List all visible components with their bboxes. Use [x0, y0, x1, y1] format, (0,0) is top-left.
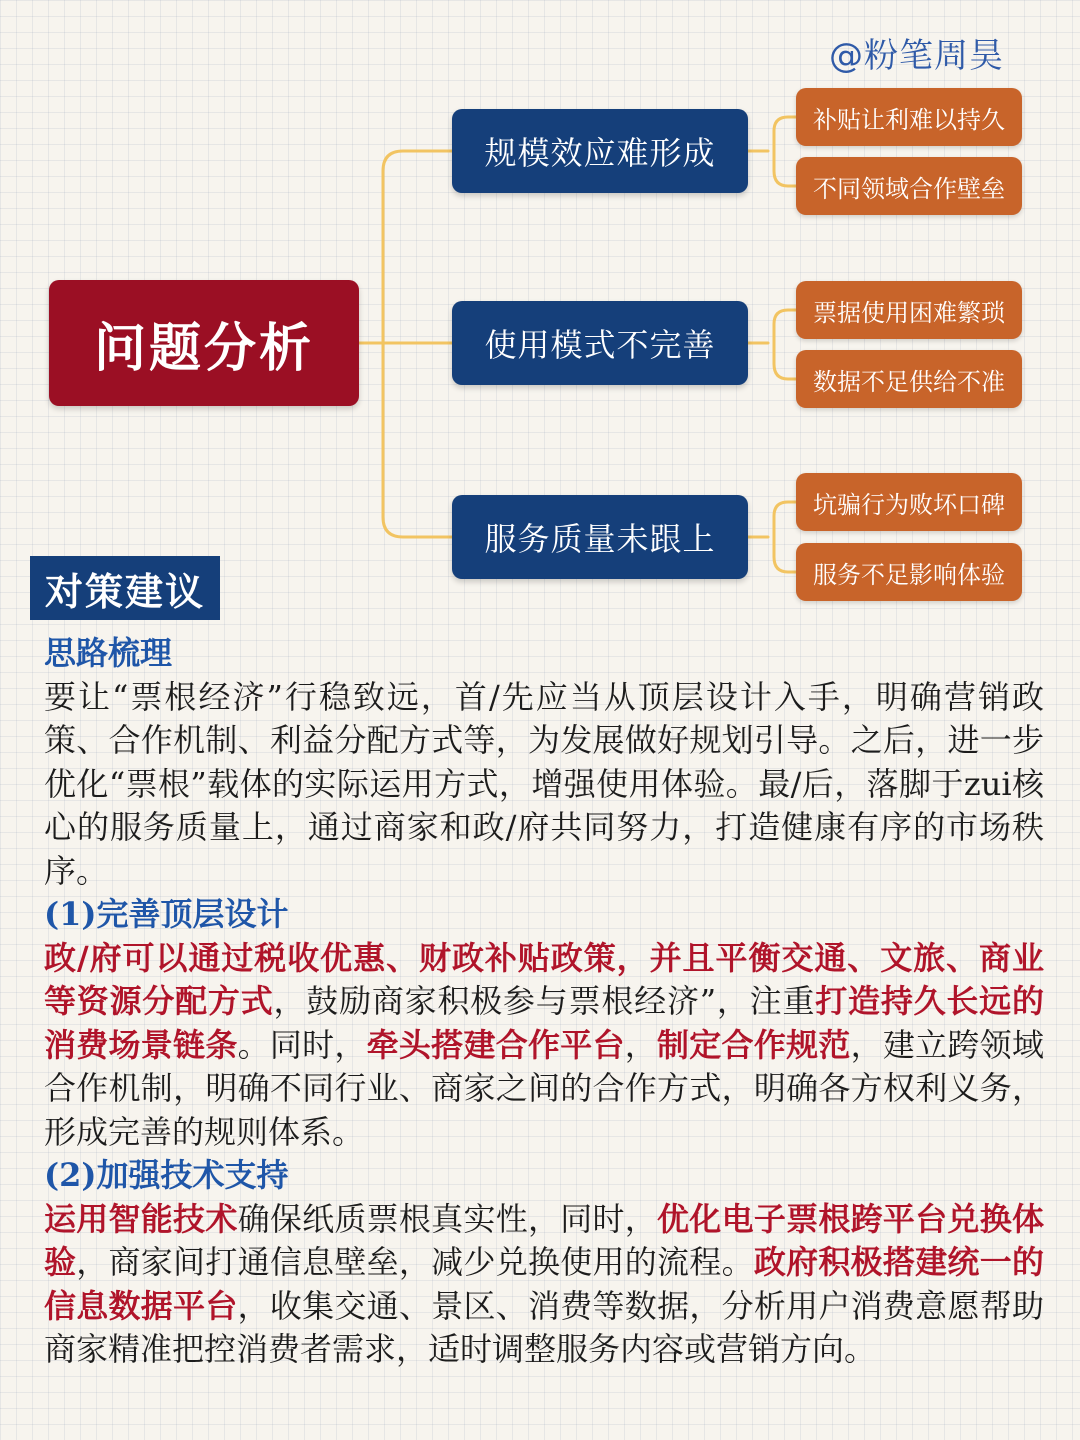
- body-text: ，鼓励商家积极参与票根经济”，注重: [273, 982, 816, 1020]
- mindmap-leaf-3-1: 坑骗行为败坏口碑: [796, 473, 1022, 531]
- heading-approach: 思路梳理: [44, 634, 173, 672]
- highlight-text: 打造持久长远的消费场景链条: [44, 982, 1044, 1064]
- body-text: 。同时，: [237, 1025, 367, 1064]
- mindmap-leaf-2-2: 数据不足供给不准: [796, 350, 1022, 408]
- body-text: ，商家间打通信息壁垒，减少兑换使用的流程。: [76, 1243, 754, 1281]
- article-body: [44, 632, 1044, 1372]
- paragraph-top-level-design: [44, 937, 1044, 1155]
- paragraph-approach: 要让“票根经济”行稳致远，首/先应当从顶层设计入手，明确营销政策、合作机制、利益分配方式等，为发展做好规划引导。之后，进一步优化“票根”载体的实际运用方式，增强使用体验。最/后，落脚于zui核心的服务质量上，通过商家和政/府共同努力，打造健康有序的市场秩序。: [44, 677, 1044, 890]
- body-text: ，建立跨领域合作机制，明确不同行业、商家之间的合作方式，明确各方权利义务，形成完善的规则体系。: [44, 1025, 1044, 1151]
- body-text: ，: [624, 1025, 658, 1064]
- connector-leaves-2: [748, 310, 796, 379]
- highlight-text: 牵头搭建合作平台: [366, 1025, 625, 1064]
- heading-top-level-design: (1)完善顶层设计: [44, 895, 289, 933]
- body-text: ，收集交通、景区、消费等数据，分析用户消费意愿帮助商家精准把控消费者需求，适时调整服务内容或营销方向。: [44, 1286, 1044, 1368]
- highlight-text: 优化电子票根跨平台兑换体验: [44, 1199, 1044, 1281]
- author-watermark: @粉笔周昊: [829, 36, 1004, 76]
- highlight-text: 政府积极搭建统一的信息数据平台: [44, 1243, 1044, 1325]
- connector-leaves-1: [748, 117, 796, 186]
- highlight-text: 政/府可以通过税收优惠、财政补贴政策，并且平衡交通、文旅、商业等资源分配方式: [44, 938, 1044, 1020]
- heading-tech-support: (2)加强技术支持: [44, 1156, 289, 1194]
- mindmap-leaf-2-1: 票据使用困难繁琐: [796, 281, 1022, 339]
- mindmap-branch-2: 使用模式不完善: [452, 301, 748, 385]
- highlight-text: 制定合作规范: [657, 1025, 851, 1064]
- highlight-text: 运用智能技术: [44, 1199, 238, 1238]
- section-title-countermeasures: 对策建议: [30, 556, 220, 620]
- mindmap-leaf-3-2: 服务不足影响体验: [796, 543, 1022, 601]
- connector-leaves-3: [748, 502, 796, 572]
- mindmap-branch-1: 规模效应难形成: [452, 109, 748, 193]
- mindmap-leaf-1-2: 不同领域合作壁垒: [796, 157, 1022, 215]
- mindmap-leaf-1-1: 补贴让利难以持久: [796, 88, 1022, 146]
- body-text: 确保纸质票根真实性，同时，: [237, 1199, 658, 1238]
- mindmap-branch-3: 服务质量未跟上: [452, 495, 748, 579]
- paragraph-tech-support: [44, 1198, 1044, 1372]
- mindmap-root-node: 问题分析: [49, 280, 359, 406]
